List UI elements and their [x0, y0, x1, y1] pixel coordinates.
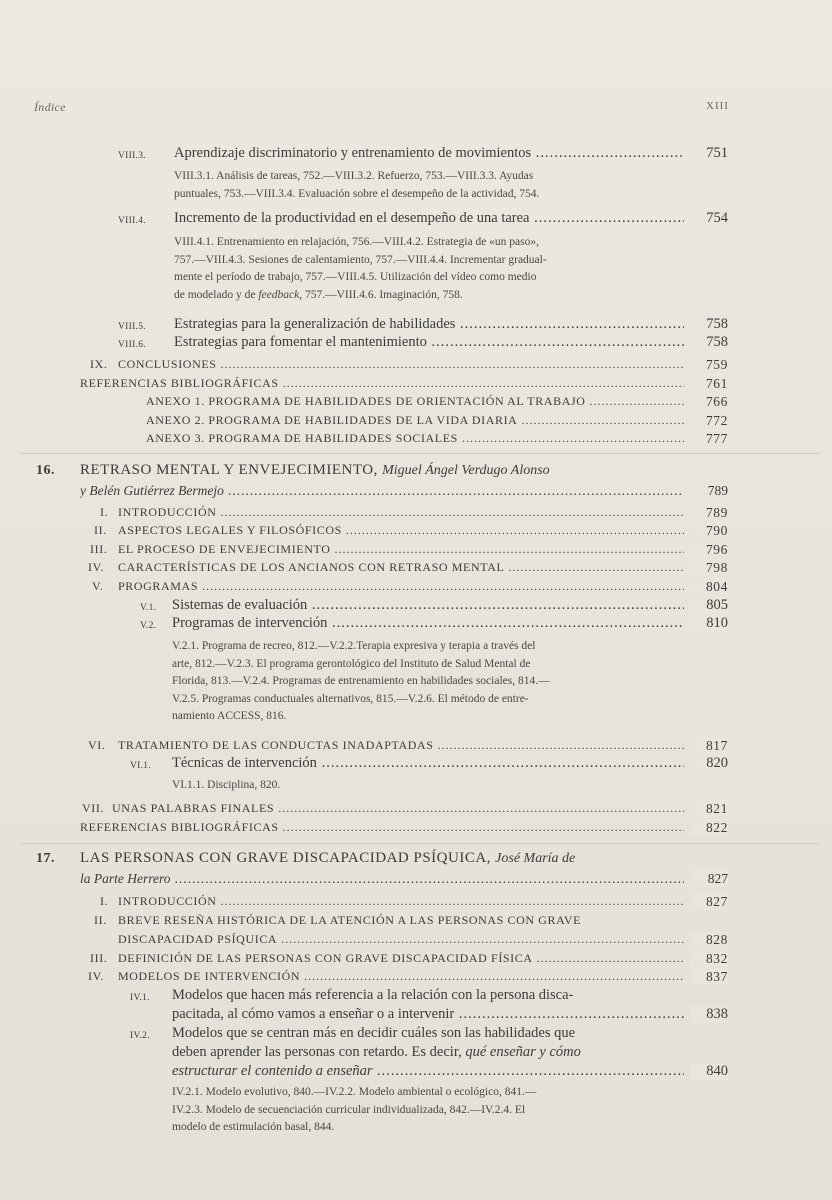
- toc-entry-page: 798: [690, 559, 728, 576]
- page-number-roman: XIII: [706, 100, 729, 112]
- toc-entry[interactable]: [0, 968, 832, 985]
- toc-entry[interactable]: [0, 145, 832, 162]
- toc-entry-number: VIII.4.: [118, 216, 146, 226]
- toc-entry-number: III.: [90, 542, 108, 556]
- toc-entry-number: I.: [100, 505, 109, 519]
- toc-entry-page: 758: [690, 334, 728, 351]
- toc-entry[interactable]: [0, 504, 832, 521]
- toc-entry[interactable]: [0, 559, 832, 576]
- toc-entry-page: 828: [690, 931, 728, 948]
- toc-entry-title: TRATAMIENTO DE LAS CONDUCTAS INADAPTADAS .....: [118, 737, 684, 754]
- toc-entry[interactable]: [0, 210, 832, 227]
- toc-entry-title: CONCLUSIONES .....: [118, 356, 684, 373]
- toc-entry-number: VI.1.: [130, 761, 152, 771]
- toc-entry-page: 754: [690, 210, 728, 227]
- toc-entry[interactable]: [0, 334, 832, 351]
- toc-entry-page: 805: [690, 597, 728, 614]
- toc-entry[interactable]: [0, 316, 832, 333]
- toc-entry-title-cont: estructurar el contenido a enseñar .....: [172, 1063, 684, 1080]
- chapter-author-cont: y Belén Gutiérrez Bermejo .....: [80, 482, 684, 499]
- toc-entry-title-cont: pacitada, al cómo vamos a enseñar o a intervenir .....: [172, 1006, 684, 1023]
- toc-entry-number: VIII.6.: [118, 340, 146, 350]
- toc-entry-title-emphasis: qué enseñar y cómo: [465, 1044, 581, 1060]
- toc-entry-page: 832: [690, 950, 728, 967]
- running-header-left: Índice: [34, 100, 66, 114]
- toc-entry-title: UNAS PALABRAS FINALES .....: [112, 800, 684, 817]
- toc-entry-page: 789: [690, 482, 728, 499]
- toc-entry-page: 810: [690, 615, 728, 632]
- toc-entry-title-cont: deben aprender las personas con retardo. Es decir,: [172, 1044, 462, 1060]
- toc-entry[interactable]: [0, 800, 832, 817]
- toc-entry-number: VIII.3.: [118, 151, 146, 161]
- section-divider: [20, 453, 820, 454]
- toc-entry-title: ANEXO 1. PROGRAMA DE HABILIDADES DE ORIENTACIÓN AL TRABAJO .....: [146, 393, 684, 410]
- chapter-author: Miguel Ángel Verdugo Alonso: [382, 463, 550, 478]
- toc-entry-number: I.: [100, 894, 109, 908]
- toc-entry-page: 822: [690, 819, 728, 836]
- toc-entry[interactable]: [0, 430, 832, 447]
- toc-entry-page: 772: [690, 412, 728, 429]
- toc-entry-page: 790: [690, 522, 728, 539]
- toc-entry[interactable]: [0, 819, 832, 836]
- toc-entry-title: MODELOS DE INTERVENCIÓN .....: [118, 968, 684, 985]
- toc-entry[interactable]: [0, 615, 832, 632]
- toc-entry-page: 796: [690, 541, 728, 558]
- toc-entry[interactable]: [0, 912, 832, 948]
- toc-entry[interactable]: [0, 375, 832, 392]
- toc-entry-number: V.2.: [140, 621, 157, 631]
- toc-entry-page: 820: [690, 755, 728, 772]
- chapter-title: RETRASO MENTAL Y ENVEJECIMIENTO,: [80, 462, 378, 478]
- toc-entry-number: IV.: [88, 560, 104, 574]
- chapter-number: 17.: [36, 851, 55, 866]
- toc-entry-page: 821: [690, 800, 728, 817]
- toc-entry-page: 751: [690, 145, 728, 162]
- toc-entry-title: Estrategias para la generalización de habilidades .....: [174, 316, 684, 333]
- toc-entry[interactable]: [0, 755, 832, 772]
- toc-entry-title: BREVE RESEÑA HISTÓRICA DE LA ATENCIÓN A LAS PERSONAS CON GRAVE: [118, 913, 582, 927]
- toc-entry-page: 838: [690, 1006, 728, 1023]
- chapter-author-cont: la Parte Herrero .....: [80, 870, 684, 887]
- toc-entry-title: Modelos que hacen más referencia a la relación con la persona disca-: [172, 987, 574, 1003]
- toc-entry[interactable]: [0, 597, 832, 614]
- chapter-title: LAS PERSONAS CON GRAVE DISCAPACIDAD PSÍQUICA,: [80, 850, 491, 866]
- toc-entry[interactable]: [0, 412, 832, 429]
- toc-entry-title: REFERENCIAS BIBLIOGRÁFICAS .....: [80, 375, 684, 392]
- toc-entry-number: VI.: [88, 738, 106, 752]
- toc-subsection-list: VIII.3.1. Análisis de tareas, 752.—VIII.3.2. Refuerzo, 753.—VIII.3.3. Ayudas puntuales, 753.—VIII.3.4. Evaluación sobre el desempeño de la actividad, 754.: [174, 170, 540, 200]
- toc-entry-page: 817: [690, 737, 728, 754]
- toc-entry-number: IV.1.: [130, 993, 150, 1003]
- toc-entry-page: 840: [690, 1063, 728, 1080]
- toc-subsection-list: VIII.4.1. Entrenamiento en relajación, 756.—VIII.4.2. Estrategia de «un paso», 757.—VIII.4.3. Sesiones de calentamiento, 757.—VIII.4.4. Incrementar gradual- mente el período de trabajo, 757.—VIII.4.5. Utilización del vídeo como medio de modelado y de feedback, 757.—VIII.4.6. Imaginación, 758.: [174, 236, 547, 301]
- toc-entry-number: V.1.: [140, 603, 157, 613]
- toc-entry-page: 766: [690, 393, 728, 410]
- toc-entry-title: INTRODUCCIÓN .....: [118, 893, 684, 910]
- toc-entry-title: CARACTERÍSTICAS DE LOS ANCIANOS CON RETRASO MENTAL .....: [118, 559, 684, 576]
- toc-entry-page: 761: [690, 375, 728, 392]
- toc-entry-title: ANEXO 2. PROGRAMA DE HABILIDADES DE LA VIDA DIARIA .....: [146, 412, 684, 429]
- toc-entry[interactable]: [0, 356, 832, 373]
- toc-entry[interactable]: [0, 522, 832, 539]
- toc-entry-page: 789: [690, 504, 728, 521]
- toc-entry-number: III.: [90, 951, 108, 965]
- toc-entry-title: PROGRAMAS .....: [118, 578, 684, 595]
- toc-entry-page: 804: [690, 578, 728, 595]
- toc-entry-number: V.: [92, 579, 104, 593]
- toc-entry-title: Técnicas de intervención .....: [172, 755, 684, 772]
- toc-entry-title: INTRODUCCIÓN .....: [118, 504, 684, 521]
- toc-entry[interactable]: [0, 393, 832, 410]
- toc-entry-title: REFERENCIAS BIBLIOGRÁFICAS .....: [80, 819, 684, 836]
- toc-entry-page: 837: [690, 968, 728, 985]
- toc-entry-title: ASPECTOS LEGALES Y FILOSÓFICOS .....: [118, 522, 684, 539]
- chapter-number: 16.: [36, 463, 55, 478]
- toc-entry[interactable]: [0, 1025, 832, 1081]
- toc-entry-page: 827: [690, 870, 728, 887]
- toc-entry-title: Aprendizaje discriminatorio y entrenamiento de movimientos .....: [174, 145, 684, 162]
- toc-entry-page: 758: [690, 316, 728, 333]
- toc-entry-number: VIII.5.: [118, 322, 146, 332]
- toc-entry-page: 827: [690, 893, 728, 910]
- toc-subsection-list: IV.2.1. Modelo evolutivo, 840.—IV.2.2. Modelo ambiental o ecológico, 841.— IV.2.3. Modelo de secuenciación curricular individualizada, 842.—IV.2.4. El modelo de estimulación basal, 844.: [172, 1086, 537, 1133]
- toc-entry-page: 759: [690, 356, 728, 373]
- toc-entry[interactable]: [0, 578, 832, 595]
- toc-entry-number: II.: [94, 913, 107, 927]
- toc-subsection-list: VI.1.1. Disciplina, 820.: [172, 779, 281, 791]
- toc-entry-number: VII.: [82, 801, 105, 815]
- toc-entry-number: IV.: [88, 969, 104, 983]
- toc-entry-title-cont: DISCAPACIDAD PSÍQUICA .....: [118, 931, 684, 948]
- toc-entry[interactable]: [0, 950, 832, 967]
- toc-entry[interactable]: [0, 987, 832, 1025]
- toc-subsection-list: V.2.1. Programa de recreo, 812.—V.2.2.Terapia expresiva y terapia a través del arte, 812.—V.2.3. El programa gerontológico del Instituto de Salud Mental de Florida, 813.—V.2.4. Programas de entrenamiento en habilidades sociales, 814.— V.2.5. Programas conductuales alternativos, 815.—V.2.6. El método de entre- namiento ACCESS, 816.: [172, 640, 550, 722]
- chapter-heading[interactable]: [0, 850, 832, 890]
- toc-entry-title: Sistemas de evaluación .....: [172, 597, 684, 614]
- toc-entry[interactable]: [0, 737, 832, 754]
- toc-entry-page: 777: [690, 430, 728, 447]
- toc-entry-title: Estrategias para fomentar el mantenimiento .....: [174, 334, 684, 351]
- toc-entry[interactable]: [0, 541, 832, 558]
- toc-entry-number: IV.2.: [130, 1031, 150, 1041]
- toc-entry-number: II.: [94, 523, 107, 537]
- toc-entry[interactable]: [0, 893, 832, 910]
- toc-entry-title: DEFINICIÓN DE LAS PERSONAS CON GRAVE DISCAPACIDAD FÍSICA .....: [118, 950, 684, 967]
- chapter-heading[interactable]: [0, 462, 832, 502]
- chapter-author: José María de: [495, 851, 576, 866]
- toc-entry-number: IX.: [90, 357, 108, 371]
- toc-entry-title: Incremento de la productividad en el desempeño de una tarea .....: [174, 210, 684, 227]
- toc-entry-title: EL PROCESO DE ENVEJECIMIENTO .....: [118, 541, 684, 558]
- toc-entry-title: Programas de intervención .....: [172, 615, 684, 632]
- toc-entry-title: Modelos que se centran más en decidir cuáles son las habilidades que: [172, 1025, 576, 1041]
- section-divider: [20, 843, 820, 844]
- toc-entry-title: ANEXO 3. PROGRAMA DE HABILIDADES SOCIALES .....: [146, 430, 684, 447]
